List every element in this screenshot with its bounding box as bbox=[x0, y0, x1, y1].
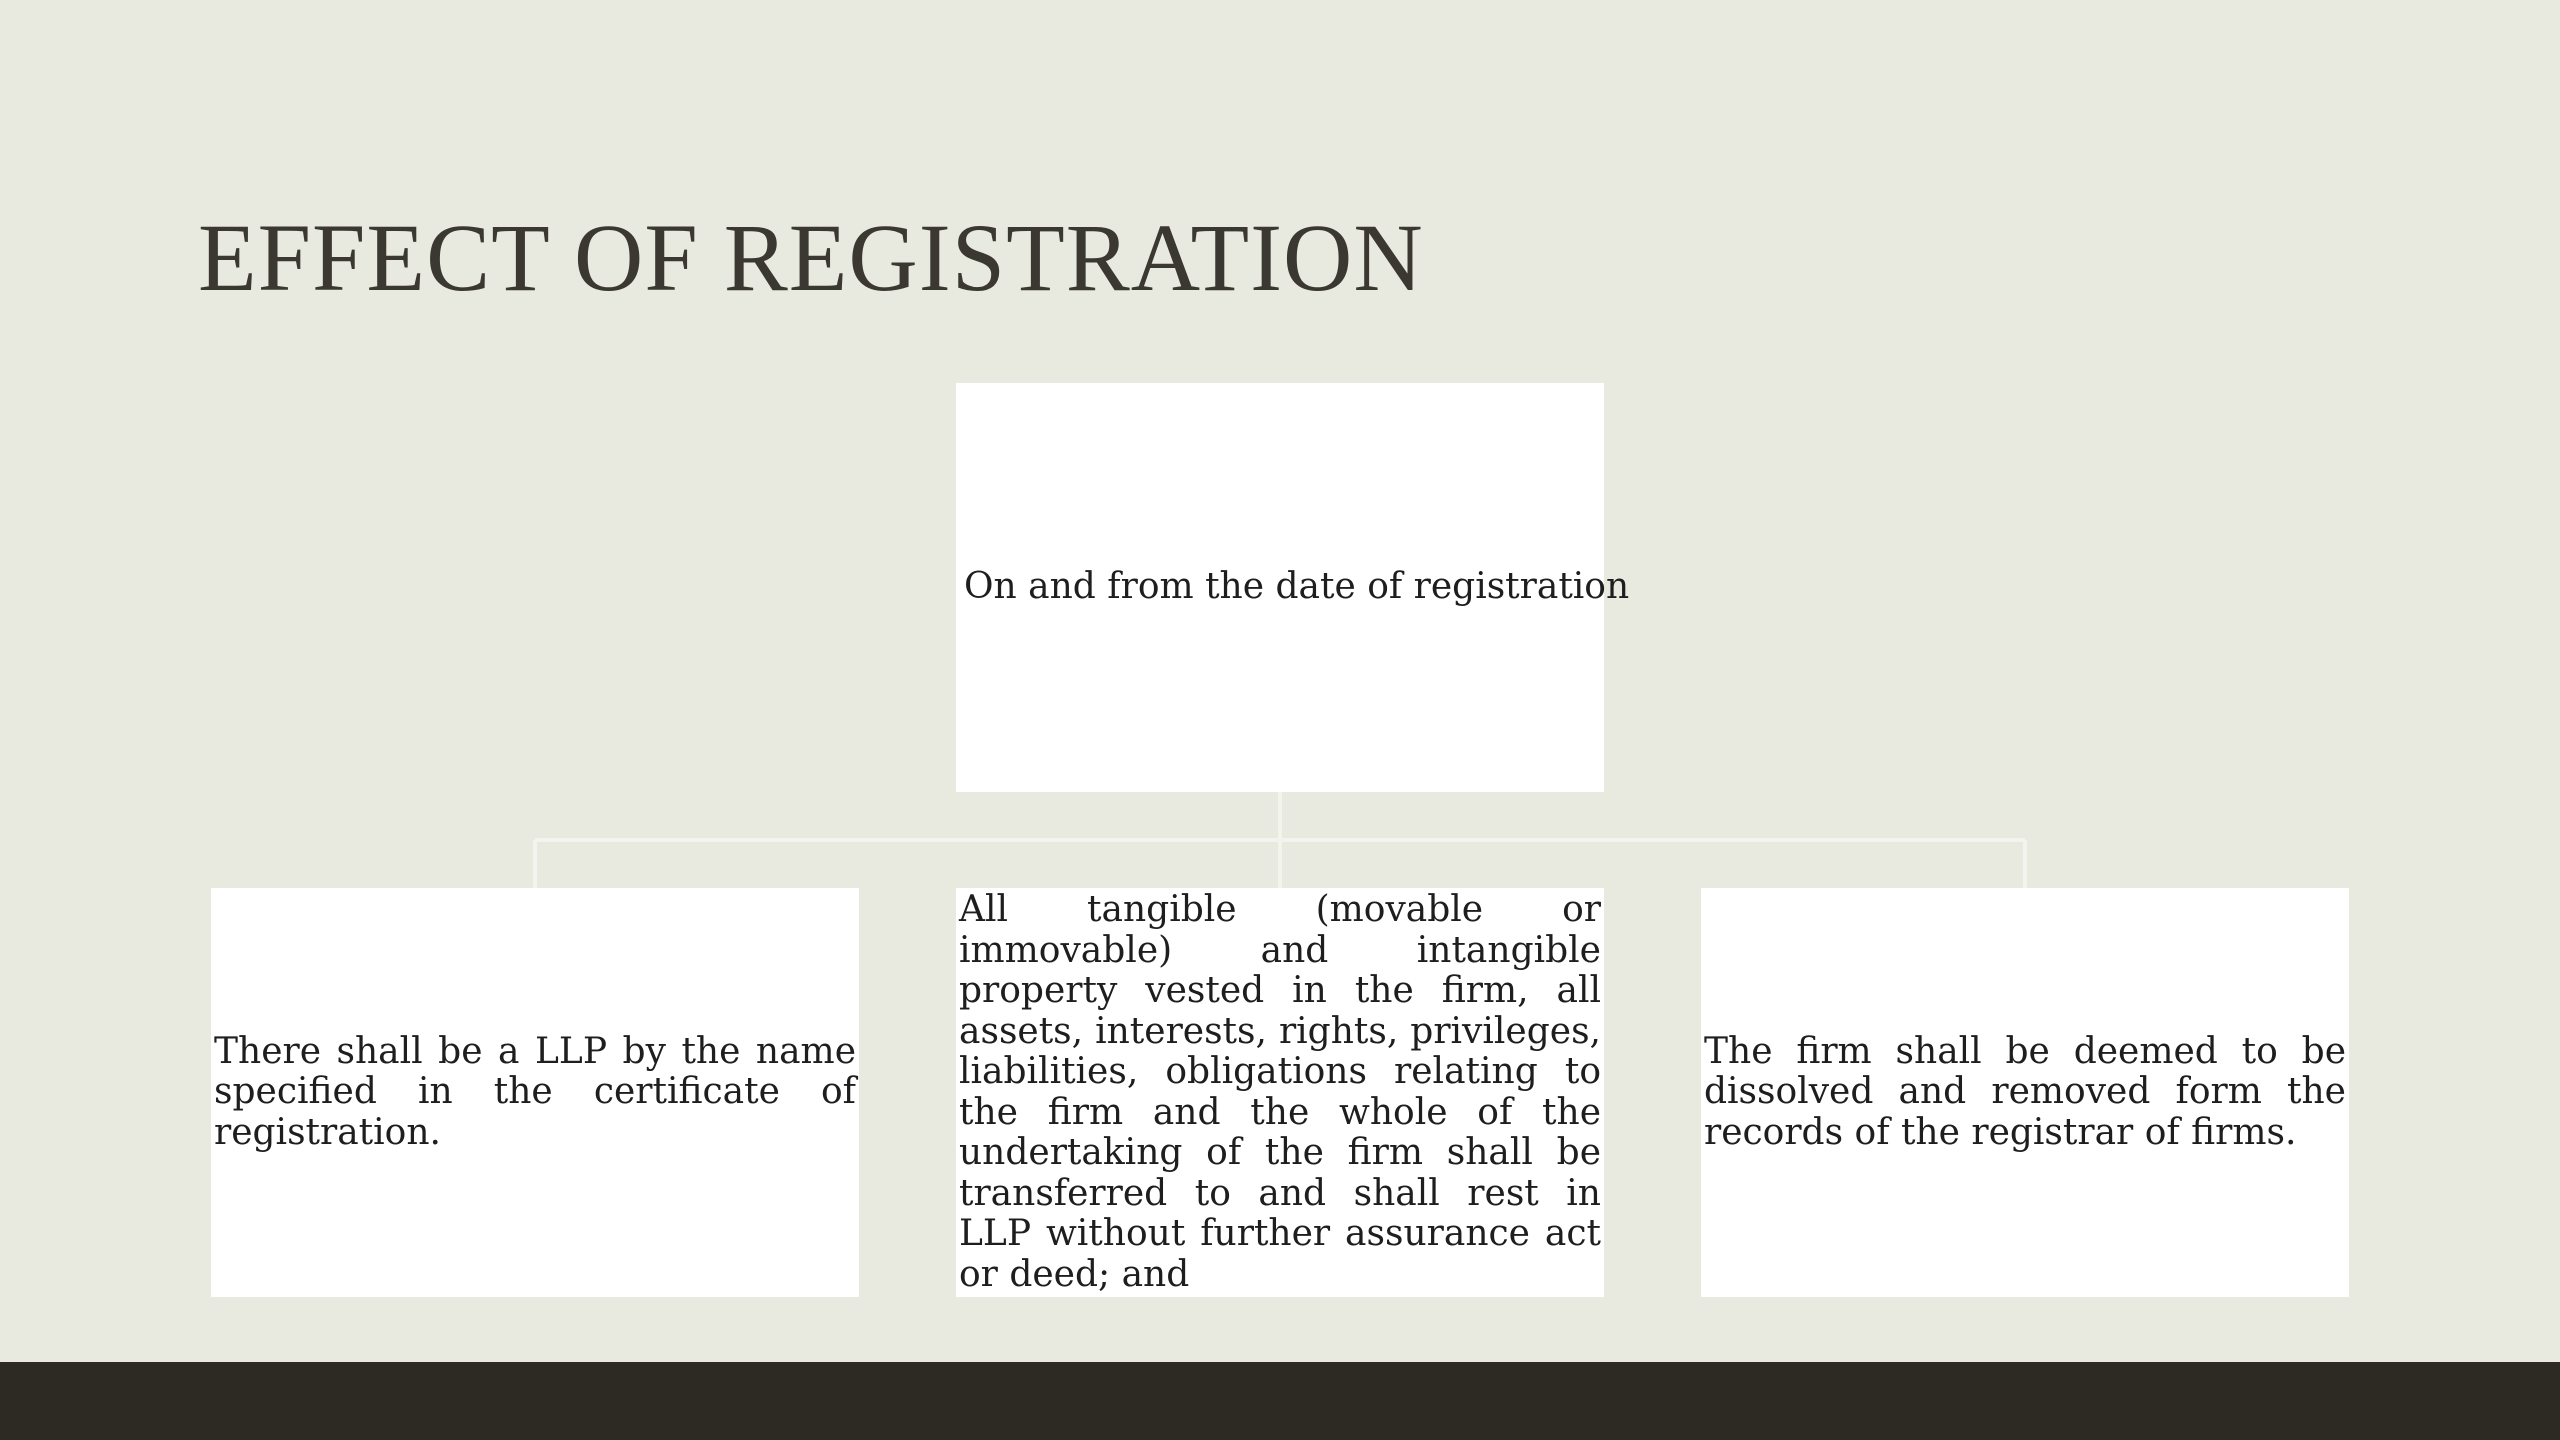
child-box-text-firm-dissolved: The firm shall be deemed to be dissolved and removed form the records of the registrar of firms. bbox=[1704, 1030, 2346, 1153]
slide-title: EFFECT OF REGISTRATION bbox=[198, 204, 1424, 311]
root-box-text: On and from the date of registration bbox=[964, 566, 1630, 608]
footer-bar bbox=[0, 1362, 2560, 1440]
diagram-child-box-property-transfer bbox=[956, 888, 1604, 1297]
child-box-text-llp-name: There shall be a LLP by the name specified in the certificate of registration. bbox=[214, 1030, 856, 1153]
diagram-root-box bbox=[956, 383, 1630, 792]
diagram-child-box-firm-dissolved bbox=[1701, 888, 2349, 1297]
diagram-child-box-llp-name bbox=[211, 888, 859, 1297]
child-box-text-property-transfer: All tangible (movable or immovable) and intangible property vested in the firm, all assets, interests, rights, privileges, liabilities, obligations relating to the firm and the whole of the undertaking of the firm shall be transferred to and shall rest in LLP without further assurance act or deed; and bbox=[959, 889, 1601, 1295]
